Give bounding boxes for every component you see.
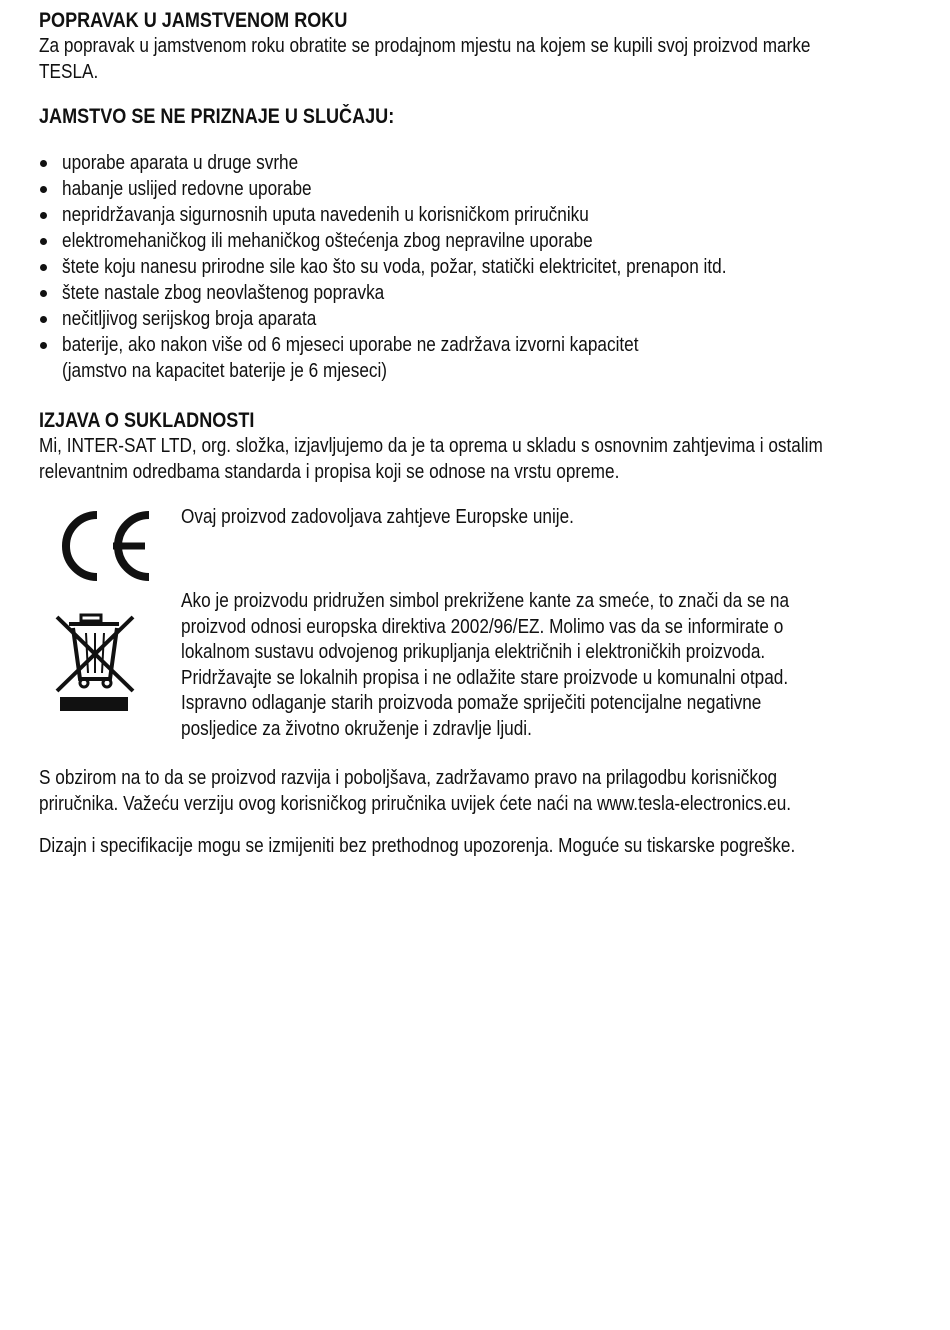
- warranty-repair-text: [39, 34, 919, 85]
- list-item: uporabe aparata u druge svrhe: [39, 150, 919, 176]
- weee-notice: [39, 589, 919, 742]
- list-item: baterije, ako nakon više od 6 mjeseci uporabe ne zadržava izvorni kapacitet (jamstvo na kapacitet baterije je 6 mjeseci): [39, 332, 919, 384]
- warranty-repair-heading: POPRAVAK U JAMSTVENOM ROKU: [39, 9, 348, 32]
- list-item: nepridržavanja sigurnosnih uputa navedenih u korisničkom priručniku: [39, 202, 919, 228]
- bullet-icon: [40, 238, 47, 245]
- ce-notice: [39, 505, 919, 589]
- bullet-icon: [40, 290, 47, 297]
- bullet-icon: [40, 186, 47, 193]
- list-item: štete nastale zbog neovlaštenog popravka: [39, 280, 919, 306]
- ce-mark-icon: [53, 509, 153, 583]
- exclusions-list: [39, 150, 919, 384]
- weee-line-4: Pridržavajte se lokalnih propisa i ne odlažite stare proizvode u komunalni otpad.: [181, 666, 789, 689]
- document-page: [39, 8, 919, 860]
- conformity-line-1: Mi, INTER-SAT LTD, org. složka, izjavljujemo da je ta oprema u skladu s osnovnim zahtjevima i ostalim: [39, 435, 823, 457]
- manual-notice-text: [39, 766, 919, 817]
- ce-notice-text: Ovaj proizvod zadovoljava zahtjeve Europske unije.: [181, 506, 574, 528]
- conformity-line-2: relevantnim odredbama standarda i propisa koji se odnose na vrstu opreme.: [39, 460, 620, 483]
- weee-line-6: posljedice za životno okruženje i zdravlje ljudi.: [181, 717, 532, 740]
- weee-line-1: Ako je proizvodu pridružen simbol prekrižene kante za smeće, to znači da se na: [181, 590, 790, 612]
- weee-line-5: Ispravno odlaganje starih proizvoda pomaže spriječiti potencijalne negativne: [181, 692, 762, 714]
- conformity-heading: IZJAVA O SUKLADNOSTI: [39, 409, 255, 432]
- manual-line-2: priručnika. Važeću verziju ovog korisničkog priručnika uvijek ćete naći na www.tesla-electronics.eu.: [39, 792, 792, 815]
- warranty-repair-line-2: TESLA.: [39, 60, 99, 83]
- crossed-out-bin-icon: [53, 611, 137, 713]
- exclusions-heading: JAMSTVO SE NE PRIZNAJE U SLUČAJU:: [39, 105, 395, 128]
- bullet-icon: [40, 160, 47, 167]
- list-item: habanje uslijed redovne uporabe: [39, 176, 919, 202]
- weee-line-3: lokalnom sustavu odvojenog prikupljanja električnih i elektroničkih proizvoda.: [181, 641, 766, 663]
- disclaimer-text: Dizajn i specifikacije mogu se izmijeniti bez prethodnog upozorenja. Moguće su tiskarske pogreške.: [39, 835, 796, 857]
- warranty-repair-line-1: Za popravak u jamstvenom roku obratite se prodajnom mjestu na kojem se kupili svoj proizvod marke: [39, 35, 811, 57]
- list-item: štete koju nanesu prirodne sile kao što su voda, požar, statički elektricitet, prenapon itd.: [39, 254, 919, 280]
- bullet-icon: [40, 264, 47, 271]
- bullet-icon: [40, 342, 47, 349]
- weee-notice-text: [181, 589, 919, 742]
- battery-note: (jamstvo na kapacitet baterije je 6 mjeseci): [62, 360, 388, 382]
- bullet-icon: [40, 212, 47, 219]
- list-item: nečitljivog serijskog broja aparata: [39, 306, 919, 332]
- weee-line-2: proizvod odnosi europska direktiva 2002/96/EZ. Molimo vas da se informirate o: [181, 615, 784, 638]
- manual-line-1: S obzirom na to da se proizvod razvija i poboljšava, zadržavamo pravo na prilagodbu korisničkog: [39, 767, 778, 789]
- list-item: elektromehaničkog ili mehaničkog oštećenja zbog nepravilne uporabe: [39, 228, 919, 254]
- bullet-icon: [40, 316, 47, 323]
- conformity-text: [39, 434, 919, 485]
